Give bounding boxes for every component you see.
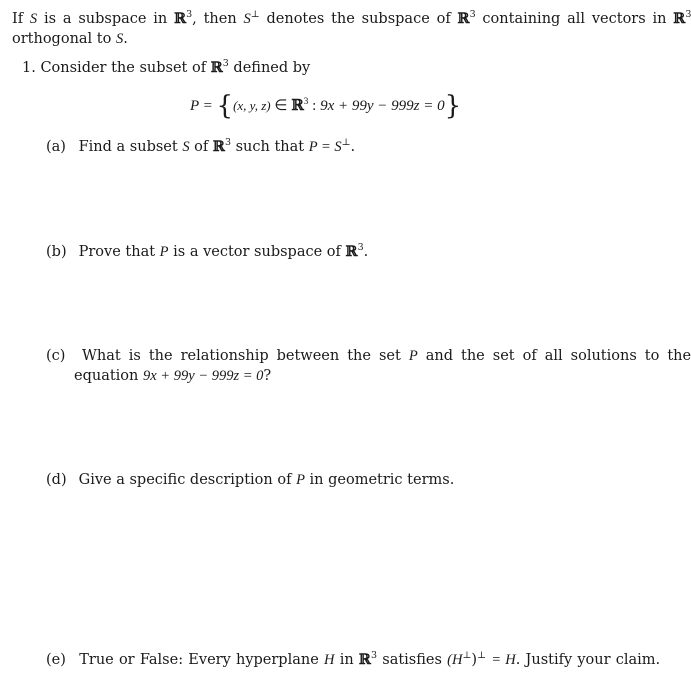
equation-colon: :	[312, 98, 317, 114]
question-exp: 3	[222, 58, 229, 69]
equation-close-brace: }	[444, 91, 462, 121]
part-a-such-that: such that	[235, 139, 305, 155]
part-e-perp-2: ⊥	[477, 650, 487, 661]
intro-reals-2: ℝ	[457, 10, 470, 27]
equation-set: ℝ	[291, 96, 304, 114]
intro-var-s2: S	[243, 11, 251, 27]
part-a-perp: ⊥	[341, 137, 351, 148]
part-b-var-p: P	[159, 244, 169, 260]
part-a-end: .	[350, 139, 356, 155]
part-a-exp: 3	[224, 137, 231, 148]
part-a-label: (a)	[46, 139, 66, 155]
part-e-expr: (H	[447, 652, 463, 668]
part-b	[46, 242, 368, 262]
part-d-text: Give a specific description of	[78, 472, 292, 488]
equation-in: ∈	[274, 98, 288, 114]
part-e-satisfies: satisfies	[382, 652, 442, 668]
part-c-text-after: and the set of all solutions to the	[425, 348, 691, 364]
intro-reals-1: ℝ	[174, 10, 187, 27]
question-text: Consider the subset of	[40, 60, 207, 76]
intro-exp-1: 3	[186, 9, 193, 20]
intro-if: If	[12, 11, 24, 27]
part-c-end: ?	[263, 368, 272, 384]
part-c-label: (c)	[46, 348, 66, 364]
part-b-end: .	[363, 244, 369, 260]
part-a-var-s: S	[182, 139, 190, 155]
intro-line-2	[12, 29, 128, 49]
part-c-var-p: P	[408, 348, 418, 364]
part-b-text-after: is a vector subspace of	[173, 244, 341, 260]
equation-exp: 3	[303, 97, 309, 107]
equation-tuple: (x, y, z)	[233, 98, 271, 113]
intro-orthogonal: orthogonal to	[12, 31, 112, 47]
part-b-exp: 3	[357, 242, 364, 253]
part-c-line-1	[46, 346, 691, 366]
part-d-text-after: in geometric terms.	[309, 472, 455, 488]
part-c-equation-word: equation	[74, 368, 139, 384]
part-a-eq: P = S	[308, 139, 342, 155]
intro-containing: containing all vectors in	[482, 11, 667, 27]
question-reals: ℝ	[210, 59, 223, 76]
part-e-exp: 3	[370, 650, 378, 661]
equation-open-brace: {	[216, 91, 234, 121]
part-d-var-p: P	[296, 472, 305, 488]
intro-perp: ⊥	[250, 9, 260, 20]
part-e	[46, 650, 661, 670]
part-a-text: Find a subset	[78, 139, 178, 155]
intro-comma-then: , then	[192, 11, 237, 27]
intro-denotes: denotes the subspace of	[266, 11, 451, 27]
part-e-text: True or False: Every hyperplane	[79, 652, 319, 668]
question-1	[22, 58, 310, 78]
intro-var-s3: S	[115, 31, 124, 47]
part-a-reals: ℝ	[212, 138, 225, 155]
part-c-equation: 9x + 99y − 999z = 0	[143, 368, 264, 384]
part-d	[46, 470, 454, 490]
part-c-text: What is the relationship between the set	[82, 348, 401, 364]
part-e-in: in	[339, 652, 354, 668]
part-a-of: of	[194, 139, 209, 155]
display-equation	[190, 91, 462, 121]
part-e-label: (e)	[46, 652, 66, 668]
question-number: 1.	[22, 60, 36, 76]
question-defined-by: defined by	[233, 60, 311, 76]
part-b-reals: ℝ	[345, 243, 358, 260]
part-e-text-after: . Justify your claim.	[515, 652, 661, 668]
intro-period: .	[123, 31, 128, 47]
part-e-eq-h: = H	[491, 652, 516, 668]
part-e-close: )	[471, 652, 478, 668]
intro-var-s: S	[29, 11, 38, 27]
part-e-reals: ℝ	[358, 651, 371, 668]
intro-reals-3: ℝ	[673, 10, 686, 27]
intro-exp-2: 3	[469, 9, 476, 20]
part-a	[46, 137, 355, 157]
part-e-perp-1: ⊥	[462, 650, 472, 661]
part-d-label: (d)	[46, 472, 67, 488]
part-c-line-2	[74, 366, 271, 386]
intro-exp-3: 3	[685, 9, 691, 20]
part-b-label: (b)	[46, 244, 67, 260]
equation-expression: 9x + 99y − 999z = 0	[320, 98, 445, 114]
equation-lhs: P =	[190, 98, 213, 114]
intro-line-1	[12, 9, 691, 29]
intro-is-subspace: is a subspace in	[43, 11, 168, 27]
part-e-var-h: H	[324, 652, 335, 668]
part-b-text: Prove that	[78, 244, 156, 260]
